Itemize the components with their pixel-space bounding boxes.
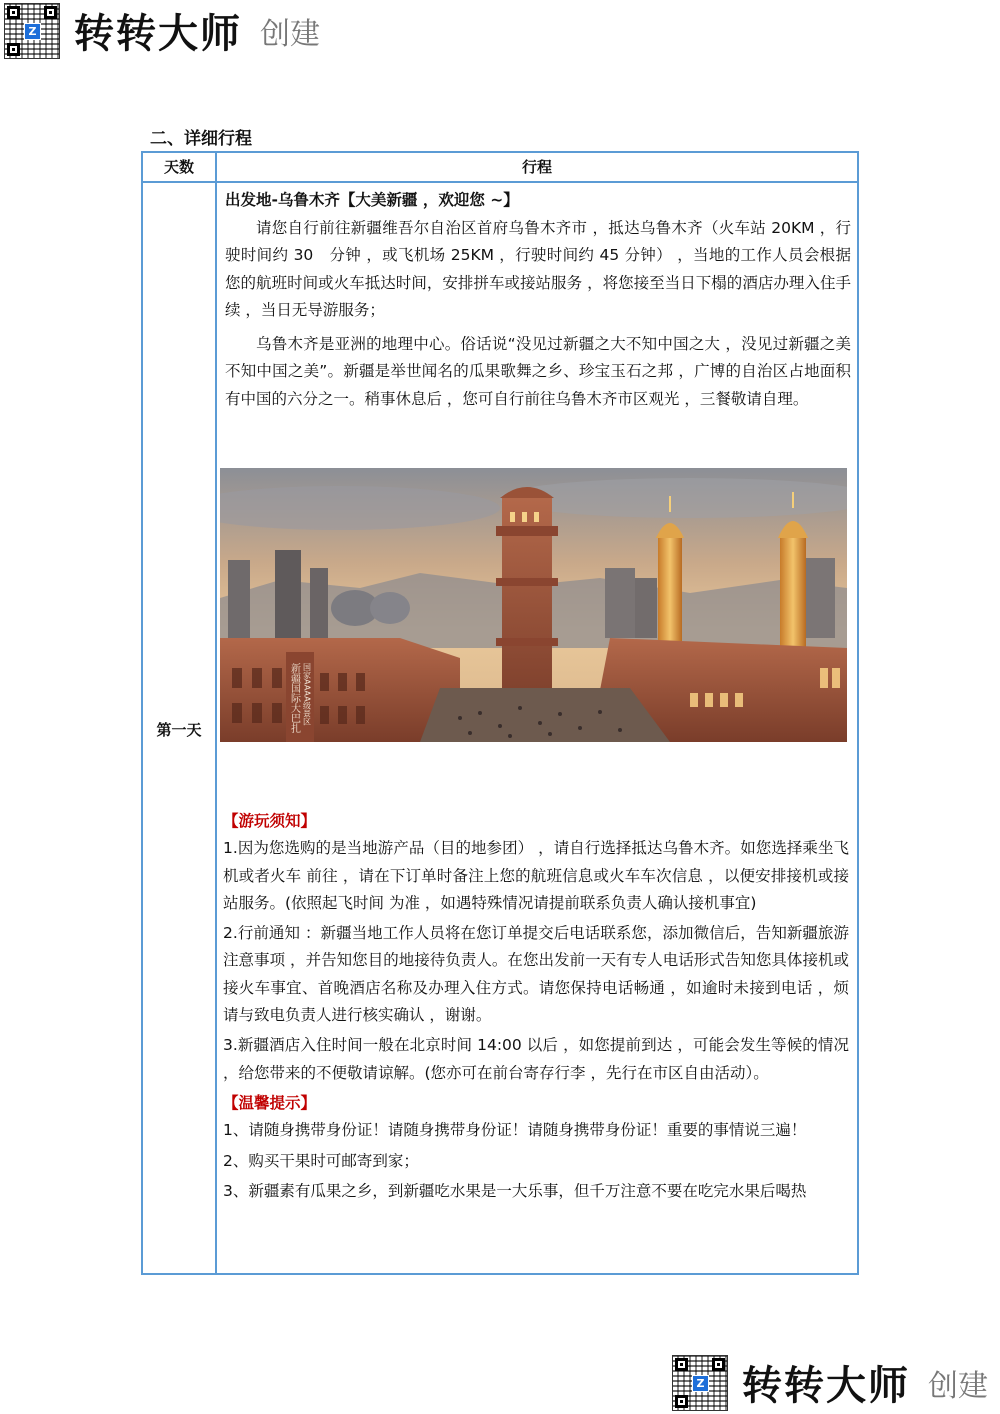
table-header — [143, 153, 857, 183]
tip-item: 3、新疆素有瓜果之乡，到新疆吃水果是一大乐事，但千万注意不要在吃完水果后喝热 — [223, 1181, 807, 1200]
header-day: 天数 — [143, 153, 217, 181]
tips-title: 【温馨提示】 — [223, 1093, 317, 1112]
watermark-action: 创建 — [928, 1368, 988, 1404]
notice-item: 3.新疆酒店入住时间一般在北京时间 14:00 以后 ，如您提前到达 ，可能会发生等候的情况 ，给您带来的不便敬请谅解。(您亦可在前台寄存行李 ，先行在市区自由活动）。 — [223, 1036, 849, 1082]
notice-title: 【游玩须知】 — [223, 812, 317, 830]
watermark-bottom — [672, 1354, 988, 1411]
qr-code-icon: Z — [4, 3, 60, 59]
tip-item: 2、购买干果时可邮寄到家； — [223, 1151, 419, 1170]
bazaar-sign-text: 新疆国际大巴扎 — [288, 663, 300, 733]
section-heading: 二、详细行程 — [150, 129, 252, 149]
day-title: 出发地-乌鲁木齐【大美新疆 ，欢迎您 ~】 — [225, 191, 519, 209]
bazaar-photo — [220, 468, 847, 742]
paragraph: 请您自行前往新疆维吾尔自治区首府乌鲁木齐市 ，抵达乌鲁木齐（火车站 20KM ，行驶时间约 30 分钟 ，或飞机场 25KM ，行驶时间约 45 分钟） ，当地的工作人员会根据您的航班时间或火车抵达时间，安排拼车或接站服务 ，将您接至当日下榻的酒店办理入住手续 ，当日无导游服务； — [225, 218, 851, 319]
header-itinerary: 行程 — [521, 158, 552, 176]
day-label: 第一天 — [156, 721, 202, 739]
day-content — [225, 187, 851, 419]
bazaar-sign-text-2: 国家AAAA级景区 — [302, 663, 312, 726]
qr-code-icon: Z — [672, 1355, 728, 1411]
paragraph: 乌鲁木齐是亚洲的地理中心。俗话说“没见过新疆之大不知中国之大 ，没见过新疆之美不知中国之美”。新疆是举世闻名的瓜果歌舞之乡、珍宝玉石之邦 ，广博的自治区占地面积有中国的六分之一。稍事休息后 ，您可自行前往乌鲁木齐市区观光 ，三餐敬请自理。 — [225, 334, 851, 408]
notice-section — [223, 808, 849, 1208]
watermark-action: 创建 — [260, 16, 320, 52]
watermark-brand: 转转大师 — [742, 1363, 910, 1409]
tip-item: 1、请随身携带身份证！请随身携带身份证！请随身携带身份证！重要的事情说三遍！ — [223, 1121, 807, 1140]
notice-item: 1.因为您选购的是当地游产品（目的地参团） ，请自行选择抵达乌鲁木齐。如您选择乘坐飞机或者火车 前往 ，请在下订单时备注上您的航班信息或火车车次信息 ，以便安排接机或接站服务。(依照起飞时间 为准 ，如遇特殊情况请提前联系负责人确认接机事宜) — [223, 839, 849, 912]
watermark-brand: 转转大师 — [74, 11, 242, 57]
notice-item: 2.行前通知 ：新疆当地工作人员将在您订单提交后电话联系您，添加微信后，告知新疆旅游注意事项 ，并告知您目的地接待负责人。在您出发前一天有专人电话形式告知您具体接机或接火车事宜、首晚酒店名称及办理入住方式。请您保持电话畅通 ，如逾时未接到电话 ，烦请与致电负责人进行核实确认 ，谢谢。 — [223, 924, 849, 1025]
column-divider — [215, 183, 217, 1273]
watermark-top — [4, 2, 320, 59]
